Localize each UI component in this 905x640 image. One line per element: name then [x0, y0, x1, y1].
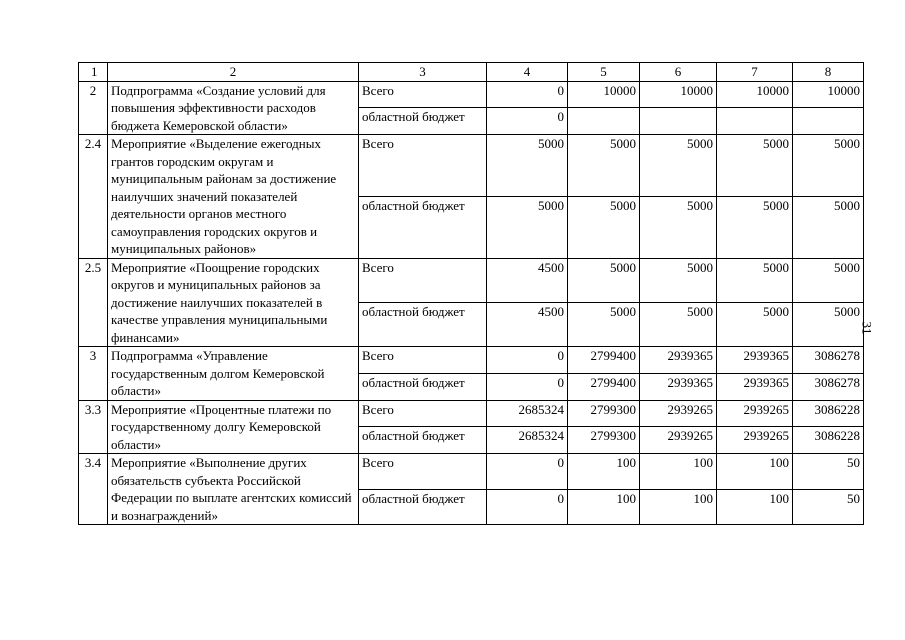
value-cell: 2939365	[640, 347, 717, 374]
value-cell: 2939265	[717, 400, 793, 427]
value-cell: 50	[793, 454, 864, 490]
table-body	[79, 63, 864, 525]
value-cell: 100	[640, 489, 717, 525]
value-cell: 2939265	[640, 400, 717, 427]
value-cell: 2685324	[487, 400, 568, 427]
table-row	[79, 347, 864, 374]
funding-source-cell: Всего	[359, 81, 487, 108]
value-cell: 5000	[717, 258, 793, 302]
value-cell	[568, 108, 640, 135]
value-cell: 4500	[487, 302, 568, 346]
value-cell: 100	[717, 454, 793, 490]
value-cell: 5000	[568, 302, 640, 346]
funding-source-cell: областной бюджет	[359, 489, 487, 525]
value-cell	[717, 108, 793, 135]
value-cell: 5000	[640, 196, 717, 258]
value-cell: 3086278	[793, 347, 864, 374]
value-cell: 3086278	[793, 373, 864, 400]
funding-source-cell: областной бюджет	[359, 108, 487, 135]
header-cell: 2	[108, 63, 359, 82]
funding-source-cell: областной бюджет	[359, 196, 487, 258]
value-cell: 5000	[487, 196, 568, 258]
value-cell: 5000	[568, 196, 640, 258]
table-row	[79, 135, 864, 197]
header-cell: 1	[79, 63, 108, 82]
header-cell: 3	[359, 63, 487, 82]
value-cell: 2685324	[487, 427, 568, 454]
row-number-cell: 2.4	[79, 135, 108, 259]
value-cell: 50	[793, 489, 864, 525]
value-cell: 2939365	[640, 373, 717, 400]
value-cell: 2799300	[568, 427, 640, 454]
value-cell: 5000	[717, 196, 793, 258]
funding-source-cell: областной бюджет	[359, 427, 487, 454]
value-cell: 2939365	[717, 347, 793, 374]
value-cell: 0	[487, 347, 568, 374]
value-cell: 10000	[793, 81, 864, 108]
value-cell: 100	[568, 489, 640, 525]
value-cell: 5000	[793, 302, 864, 346]
row-number-cell: 3.3	[79, 400, 108, 454]
value-cell	[640, 108, 717, 135]
value-cell: 10000	[568, 81, 640, 108]
value-cell: 0	[487, 81, 568, 108]
value-cell: 0	[487, 489, 568, 525]
value-cell: 3086228	[793, 400, 864, 427]
value-cell: 100	[717, 489, 793, 525]
value-cell: 5000	[793, 258, 864, 302]
program-name-cell: Мероприятие «Выделение ежегодных грантов городским округам и муниципальным районам за достижение наилучших значений показателей деятельности органов местного самоуправления городских округов и муниципальных районов»	[108, 135, 359, 259]
value-cell: 5000	[568, 135, 640, 197]
program-name-cell: Мероприятие «Выполнение других обязательств субъекта Российской Федерации по выплате агентских комиссий и вознаграждений»	[108, 454, 359, 525]
header-cell: 8	[793, 63, 864, 82]
value-cell: 5000	[640, 258, 717, 302]
row-number-cell: 2.5	[79, 258, 108, 347]
table-row	[79, 258, 864, 302]
funding-source-cell: Всего	[359, 258, 487, 302]
value-cell: 2939265	[640, 427, 717, 454]
page-number: 31	[859, 321, 875, 335]
row-number-cell: 3	[79, 347, 108, 401]
value-cell: 10000	[717, 81, 793, 108]
funding-source-cell: областной бюджет	[359, 373, 487, 400]
header-cell: 5	[568, 63, 640, 82]
funding-source-cell: Всего	[359, 347, 487, 374]
value-cell: 4500	[487, 258, 568, 302]
value-cell: 10000	[640, 81, 717, 108]
value-cell: 2939265	[717, 427, 793, 454]
value-cell: 5000	[640, 302, 717, 346]
program-name-cell: Мероприятие «Поощрение городских округов и муниципальных районов за достижение наилучших показателей в качестве управления муниципальными финансами»	[108, 258, 359, 347]
row-number-cell: 2	[79, 81, 108, 135]
value-cell	[793, 108, 864, 135]
value-cell: 5000	[793, 196, 864, 258]
funding-source-cell: Всего	[359, 135, 487, 197]
program-name-cell: Подпрограмма «Управление государственным долгом Кемеровской области»	[108, 347, 359, 401]
value-cell: 5000	[793, 135, 864, 197]
funding-source-cell: Всего	[359, 454, 487, 490]
header-cell: 4	[487, 63, 568, 82]
program-name-cell: Мероприятие «Процентные платежи по государственному долгу Кемеровской области»	[108, 400, 359, 454]
value-cell: 0	[487, 373, 568, 400]
table-row	[79, 454, 864, 490]
budget-table	[78, 62, 864, 525]
table-row	[79, 81, 864, 108]
funding-source-cell: областной бюджет	[359, 302, 487, 346]
value-cell: 3086228	[793, 427, 864, 454]
value-cell: 5000	[568, 258, 640, 302]
program-name-cell: Подпрограмма «Создание условий для повышения эффективности расходов бюджета Кемеровской области»	[108, 81, 359, 135]
value-cell: 100	[568, 454, 640, 490]
header-cell: 7	[717, 63, 793, 82]
value-cell: 2939365	[717, 373, 793, 400]
value-cell: 2799400	[568, 347, 640, 374]
header-cell: 6	[640, 63, 717, 82]
value-cell: 5000	[487, 135, 568, 197]
table-row	[79, 400, 864, 427]
value-cell: 5000	[717, 302, 793, 346]
value-cell: 0	[487, 454, 568, 490]
value-cell: 100	[640, 454, 717, 490]
value-cell: 2799400	[568, 373, 640, 400]
value-cell: 5000	[640, 135, 717, 197]
funding-source-cell: Всего	[359, 400, 487, 427]
table-header-row	[79, 63, 864, 82]
value-cell: 0	[487, 108, 568, 135]
value-cell: 2799300	[568, 400, 640, 427]
value-cell: 5000	[717, 135, 793, 197]
row-number-cell: 3.4	[79, 454, 108, 525]
